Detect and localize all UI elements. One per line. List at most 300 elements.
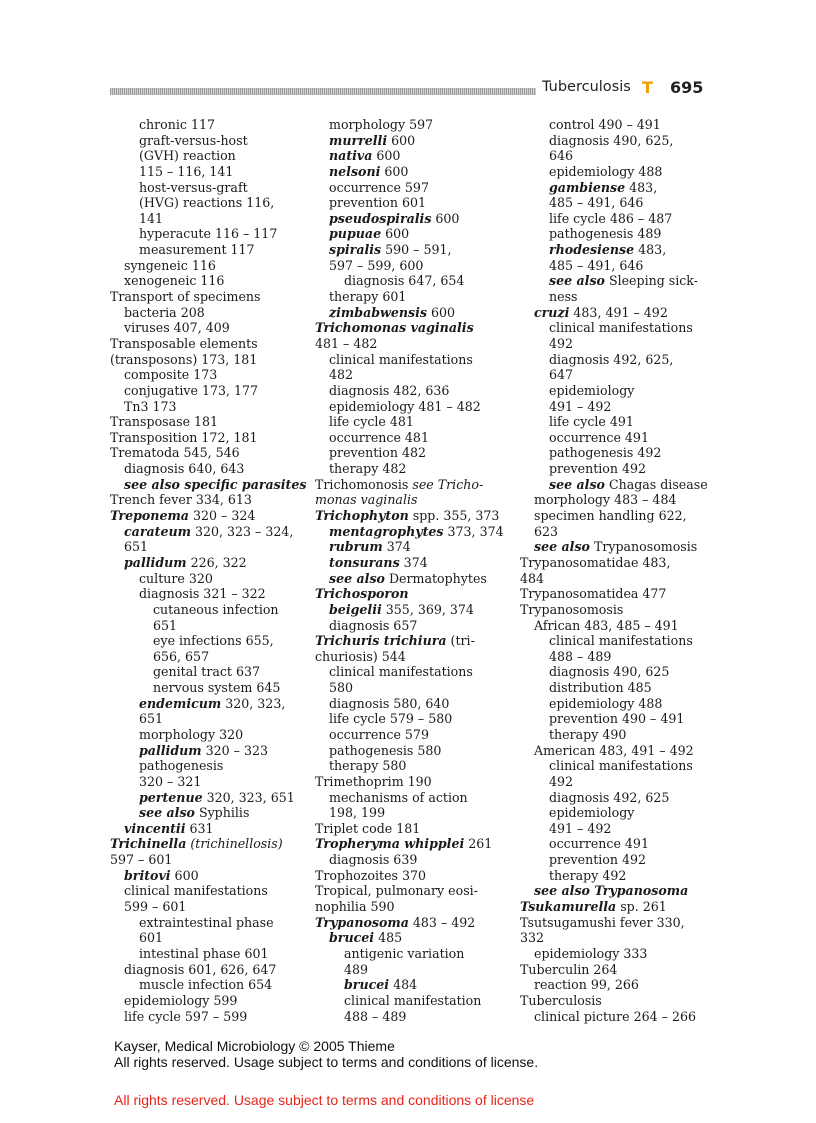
index-entry [110, 649, 302, 665]
index-entry [520, 805, 712, 821]
index-entry-text: diagnosis 640, 643 [124, 461, 245, 477]
index-entry-text: Transposase 181 [110, 414, 219, 430]
index-entry [520, 727, 712, 743]
index-entry-text: epidemiology 488 [549, 163, 663, 179]
index-entry [315, 477, 507, 493]
index-entry-text: conjugative 173, 177 [124, 382, 259, 398]
index-entry [315, 461, 507, 477]
index-entry [520, 1009, 712, 1025]
index-entry [110, 743, 302, 759]
index-entry-text: clinical manifestation [344, 992, 482, 1008]
index-entry-text: reaction 99, 266 [534, 977, 639, 993]
index-entry [520, 242, 712, 258]
index-entry [110, 571, 302, 587]
index-entry-text: occurrence 597 [329, 179, 429, 195]
index-entry [315, 445, 507, 461]
index-entry-text: distribution 485 [549, 680, 652, 696]
index-entry-text: 320 – 323 [201, 742, 268, 758]
index-entry [520, 477, 712, 493]
index-entry-text: life cycle 481 [329, 414, 414, 430]
index-entry-text: nervous system 645 [153, 680, 281, 696]
index-entry [110, 195, 302, 211]
index-entry-text: 646 [549, 148, 574, 164]
index-entry [315, 1009, 507, 1025]
index-entry-text: Tsukamurella [520, 899, 617, 915]
index-entry-text: Trichinella [110, 836, 187, 852]
index-entry-text: therapy 482 [329, 461, 407, 477]
index-entry-text: therapy 490 [549, 726, 627, 742]
index-entry [315, 148, 507, 164]
index-entry-text: 483 – 492 [408, 914, 476, 930]
index-entry-text: life cycle 491 [549, 414, 634, 430]
index-entry-text: mechanisms of action [329, 789, 468, 805]
index-entry [520, 586, 712, 602]
index-entry [315, 555, 507, 571]
index-entry-text: Tropheryma whipplei [315, 836, 465, 852]
index-entry [520, 618, 712, 634]
index-entry [110, 399, 302, 415]
index-entry-text: diagnosis 490, 625, [549, 132, 674, 148]
index-entry-text: Tsutsugamushi fever 330, [520, 914, 685, 930]
index-entry [315, 383, 507, 399]
index-entry-text: clinical manifestations [329, 664, 473, 680]
index-entry-text: pupuae [329, 226, 382, 242]
index-entry [110, 289, 302, 305]
index-entry-text: antigenic variation [344, 945, 465, 961]
index-entry [315, 915, 507, 931]
index-entry-text: life cycle 597 – 599 [124, 1008, 248, 1024]
index-entry-text: culture 320 [139, 570, 213, 586]
index-entry [110, 242, 302, 258]
footer-license-notice: All rights reserved. Usage subject to terms and conditions of license [114, 1092, 535, 1108]
index-entry [520, 930, 712, 946]
index-entry-text: 600 [387, 132, 416, 148]
index-entry-text: therapy 601 [329, 289, 407, 305]
index-entry-text: therapy 492 [549, 867, 627, 883]
index-entry-text: 600 [380, 163, 409, 179]
index-entry [110, 414, 302, 430]
index-entry-text: see also specific parasites [124, 476, 307, 492]
index-entry-text: Transposable elements [110, 335, 258, 351]
index-entry [315, 195, 507, 211]
index-entry-text: cutaneous infection [153, 601, 279, 617]
index-entry-text: 491 – 492 [549, 398, 612, 414]
index-entry [110, 211, 302, 227]
index-entry-text: graft-versus-host [139, 132, 248, 148]
index-entry [520, 180, 712, 196]
index-entry [520, 352, 712, 368]
index-entry-text: Trichuris trichiura [315, 633, 447, 649]
index-entry-text: Trichosporon [315, 586, 409, 602]
index-entry [315, 180, 507, 196]
index-entry [520, 571, 712, 587]
index-entry-text: see also [139, 805, 195, 821]
index-entry-text: prevention 490 – 491 [549, 711, 685, 727]
index-entry-text: pertenue [139, 789, 203, 805]
index-entry-text: epidemiology 488 [549, 695, 663, 711]
index-entry-text: occurrence 579 [329, 726, 429, 742]
index-entry [520, 273, 712, 289]
index-entry-text: 623 [534, 523, 559, 539]
index-entry [520, 852, 712, 868]
index-entry-text: 485 – 491, 646 [549, 257, 644, 273]
index-entry-text: epidemiology [549, 382, 635, 398]
index-entry [110, 758, 302, 774]
header-rule [110, 88, 536, 95]
index-entry-text: Triplet code 181 [315, 820, 421, 836]
index-entry-text: measurement 117 [139, 242, 255, 258]
index-entry [315, 539, 507, 555]
index-entry-text: 374 [399, 554, 428, 570]
index-entry-text: therapy 580 [329, 758, 407, 774]
index-column-1 [110, 117, 307, 1024]
index-entry-text: clinical manifestations [549, 320, 693, 336]
index-entry-text: brucei [344, 977, 390, 993]
index-entry-text: 483, 491 – 492 [569, 304, 668, 320]
index-entry-text: 489 [344, 961, 369, 977]
index-entry-text: rhodesiense [549, 242, 635, 258]
index-entry-text: 320, 323 – 324, [190, 523, 294, 539]
index-entry [520, 195, 712, 211]
index-entry [110, 915, 302, 931]
index-entry-text: 355, 369, 374 [381, 601, 474, 617]
index-entry-text: 647 [549, 367, 574, 383]
index-entry-text: britovi [124, 867, 171, 883]
index-entry-text: spiralis [329, 242, 382, 258]
index-entry [520, 305, 712, 321]
index-entry-text: diagnosis 601, 626, 647 [124, 961, 277, 977]
index-entry [520, 289, 712, 305]
index-entry [110, 367, 302, 383]
index-entry-text: 651 [124, 539, 149, 555]
index-entry [315, 305, 507, 321]
index-entry [110, 555, 302, 571]
index-entry [315, 962, 507, 978]
index-entry-text: Trench fever 334, 613 [110, 492, 252, 508]
index-entry [110, 148, 302, 164]
index-entry [315, 133, 507, 149]
index-entry-text: chronic 117 [139, 117, 215, 132]
index-entry-text: Trematoda 545, 546 [110, 445, 240, 461]
index-entry-text: diagnosis 321 – 322 [139, 586, 266, 602]
index-entry [315, 899, 507, 915]
index-entry-text: 115 – 116, 141 [139, 163, 234, 179]
footer-copyright: Kayser, Medical Microbiology © 2005 Thieme [114, 1038, 395, 1054]
index-entry-text: 600 [372, 148, 401, 164]
index-entry-text: 332 [520, 930, 545, 946]
index-entry-text: 599 – 601 [124, 899, 187, 915]
index-entry-text: pallidum [139, 742, 202, 758]
index-entry-text: (HVG) reactions 116, [139, 195, 275, 211]
index-entry-text: Trichomonosis [315, 476, 413, 492]
index-entry-text: pallidum [124, 554, 187, 570]
index-entry-text: 141 [139, 210, 164, 226]
index-entry [110, 602, 302, 618]
index-entry [110, 836, 302, 852]
index-entry [315, 618, 507, 634]
index-entry-text: 656, 657 [153, 648, 210, 664]
index-entry-text: clinical manifestations [549, 758, 693, 774]
index-entry [315, 743, 507, 759]
index-entry [520, 211, 712, 227]
index-entry [520, 461, 712, 477]
index-entry-text: Chagas disease [604, 476, 708, 492]
index-entry [110, 977, 302, 993]
index-entry-text: diagnosis 580, 640 [329, 695, 450, 711]
index-entry [110, 993, 302, 1009]
index-entry-text: 492 [549, 335, 574, 351]
index-entry-text: composite 173 [124, 367, 218, 383]
index-entry [110, 883, 302, 899]
index-entry [315, 633, 507, 649]
index-entry-text: morphology 597 [329, 117, 434, 132]
index-entry [520, 383, 712, 399]
index-entry-text: epidemiology 481 – 482 [329, 398, 481, 414]
index-entry [110, 461, 302, 477]
index-entry-text: see also [549, 273, 605, 289]
index-entry-text: hyperacute 116 – 117 [139, 226, 278, 242]
index-entry-text: occurrence 481 [329, 429, 429, 445]
index-column-3 [520, 117, 712, 1024]
index-entry [315, 868, 507, 884]
index-entry-text: Tuberculin 264 [520, 961, 618, 977]
index-entry-text: 198, 199 [329, 805, 386, 821]
index-entry [315, 821, 507, 837]
index-entry-text: 600 [427, 304, 456, 320]
index-entry [520, 602, 712, 618]
index-entry [520, 445, 712, 461]
index-entry [520, 633, 712, 649]
index-entry-text: prevention 482 [329, 445, 427, 461]
index-entry-text: 590 – 591, [381, 242, 452, 258]
index-entry [110, 633, 302, 649]
running-header [110, 78, 706, 102]
index-entry [110, 164, 302, 180]
index-entry-text: monas vaginalis [315, 492, 418, 508]
index-entry [110, 524, 302, 540]
index-entry-text: epidemiology [549, 805, 635, 821]
index-entry [520, 430, 712, 446]
index-entry [315, 993, 507, 1009]
index-entry [315, 164, 507, 180]
index-entry [110, 539, 302, 555]
index-entry-text: pathogenesis 580 [329, 742, 442, 758]
index-entry-text: intestinal phase 601 [139, 945, 269, 961]
index-entry [315, 586, 507, 602]
index-entry [520, 367, 712, 383]
index-entry [110, 805, 302, 821]
index-entry [315, 758, 507, 774]
index-entry-text: Transposition 172, 181 [110, 429, 258, 445]
index-entry [110, 226, 302, 242]
index-entry-text: 483, [634, 242, 667, 258]
index-entry [520, 899, 712, 915]
index-entry [110, 430, 302, 446]
index-entry-text: occurrence 491 [549, 836, 649, 852]
index-entry [315, 711, 507, 727]
index-entry-text: American 483, 491 – 492 [534, 742, 694, 758]
index-entry [110, 696, 302, 712]
index-entry [520, 790, 712, 806]
index-entry [315, 883, 507, 899]
index-entry [110, 383, 302, 399]
index-entry [110, 305, 302, 321]
index-entry-text: see also [534, 539, 590, 555]
index-entry-text: bacteria 208 [124, 304, 205, 320]
index-entry [520, 539, 712, 555]
index-entry-text: 492 [549, 773, 574, 789]
index-entry [315, 805, 507, 821]
index-entry [110, 930, 302, 946]
index-entry-text: diagnosis 482, 636 [329, 382, 450, 398]
index-entry-text: zimbabwensis [329, 304, 428, 320]
index-entry [110, 586, 302, 602]
index-entry-text: (trichinellosis) [186, 836, 283, 852]
index-entry-text: (transposons) 173, 181 [110, 351, 258, 367]
index-entry [520, 336, 712, 352]
index-entry [110, 492, 302, 508]
index-entry [315, 211, 507, 227]
index-entry-text: rubrum [329, 539, 383, 555]
index-entry [315, 320, 507, 336]
index-entry [110, 821, 302, 837]
index-entry [110, 320, 302, 336]
index-entry-text: African 483, 485 – 491 [534, 617, 679, 633]
index-entry [315, 774, 507, 790]
index-entry-text: diagnosis 657 [329, 617, 418, 633]
index-entry-text: Syphilis [194, 805, 250, 821]
index-entry-text: Dermatophytes [384, 570, 487, 586]
index-entry-text: 600 [381, 226, 410, 242]
index-entry [520, 524, 712, 540]
index-entry-text: 651 [139, 711, 164, 727]
index-entry [520, 664, 712, 680]
index-entry [520, 320, 712, 336]
index-entry [110, 476, 307, 493]
index-entry-text: churiosis) 544 [315, 648, 406, 664]
index-entry-text: Trichophyton [315, 508, 409, 524]
index-entry [315, 336, 507, 352]
index-entry-text: cruzi [534, 304, 570, 320]
index-entry-text: Sleeping sick- [604, 273, 698, 289]
index-entry [110, 868, 302, 884]
index-entry-text: mentagrophytes [329, 523, 444, 539]
index-entry [520, 883, 712, 899]
index-entry-text: 600 [431, 210, 460, 226]
index-entry [315, 508, 507, 524]
index-entry-text: see also [549, 476, 605, 492]
index-entry [110, 899, 302, 915]
index-entry [110, 618, 302, 634]
index-entry-text: 320 – 321 [139, 773, 202, 789]
index-entry-text: see Tricho- [412, 476, 484, 492]
index-entry [110, 352, 302, 368]
index-entry-text: Trypanosomosis [589, 539, 698, 555]
index-entry-text: morphology 483 – 484 [534, 492, 677, 508]
index-entry-text: 485 [374, 930, 403, 946]
index-entry-text: Treponema [110, 508, 189, 524]
index-entry [520, 977, 712, 993]
index-entry-text: 374 [382, 539, 411, 555]
index-entry-text: 373, 374 [443, 523, 504, 539]
index-entry-text: genital tract 637 [153, 664, 260, 680]
index-entry [315, 289, 507, 305]
header-section-letter: T [642, 78, 653, 97]
index-entry-text: (tri- [446, 633, 475, 649]
index-entry-text: pathogenesis 489 [549, 226, 662, 242]
index-entry-text: Transport of specimens [110, 289, 261, 305]
index-entry [315, 273, 507, 289]
index-entry-text: life cycle 486 – 487 [549, 210, 673, 226]
index-entry [110, 180, 302, 196]
index-entry-text: 483, [625, 179, 658, 195]
index-entry [315, 649, 507, 665]
index-entry-text: muscle infection 654 [139, 977, 273, 993]
index-entry-text: 226, 322 [186, 554, 247, 570]
index-entry-text: life cycle 579 – 580 [329, 711, 453, 727]
index-entry [110, 117, 302, 133]
index-entry [520, 164, 712, 180]
index-entry-text: (GVH) reaction [139, 148, 236, 164]
index-entry-text: sp. 261 [616, 899, 667, 915]
index-entry-text: epidemiology 333 [534, 945, 648, 961]
index-entry [520, 993, 712, 1009]
index-entry [520, 508, 712, 524]
index-entry [315, 492, 507, 508]
index-entry [315, 399, 507, 415]
index-entry [520, 821, 712, 837]
index-entry-text: 484 [389, 977, 418, 993]
index-entry [315, 696, 507, 712]
index-entry-text: prevention 601 [329, 195, 427, 211]
index-entry-text: clinical manifestations [549, 633, 693, 649]
index-entry-text: Tropical, pulmonary eosi- [315, 883, 478, 899]
index-entry [315, 852, 507, 868]
index-entry-text: 482 [329, 367, 354, 383]
index-entry [520, 226, 712, 242]
index-entry [520, 117, 712, 133]
index-entry [110, 273, 302, 289]
index-entry [520, 555, 712, 571]
index-entry [110, 258, 302, 274]
index-entry [520, 133, 712, 149]
index-entry-text: eye infections 655, [153, 633, 274, 649]
index-entry-text: 597 – 599, 600 [329, 257, 424, 273]
index-entry [110, 962, 302, 978]
index-entry-text: nelsoni [329, 163, 381, 179]
index-entry [315, 790, 507, 806]
index-entry-text: spp. 355, 373 [408, 508, 500, 524]
index-entry-text: 488 – 489 [344, 1008, 407, 1024]
index-entry-text: 597 – 601 [110, 852, 173, 868]
index-entry [315, 680, 507, 696]
index-entry [315, 524, 507, 540]
index-entry [315, 258, 507, 274]
index-entry [520, 743, 712, 759]
index-entry [110, 727, 302, 743]
index-entry [520, 492, 712, 508]
index-entry-text: endemicum [139, 695, 222, 711]
index-entry [520, 962, 712, 978]
index-entry-text: tonsurans [329, 554, 400, 570]
index-entry [520, 258, 712, 274]
index-entry [315, 367, 507, 383]
index-entry [520, 696, 712, 712]
index-entry-text: diagnosis 639 [329, 852, 418, 868]
index-entry-text: Trimethoprim 190 [315, 773, 432, 789]
index-entry-text: occurrence 491 [549, 429, 649, 445]
index-entry [110, 680, 302, 696]
